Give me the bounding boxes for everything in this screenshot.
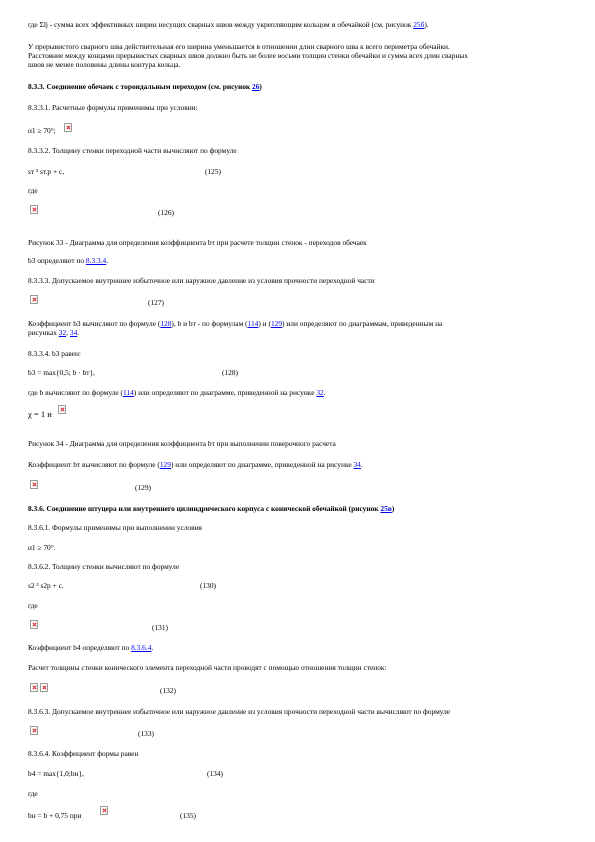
interrupted-weld-line-2: Расстояние между концами прерывистых сварных швов должно быть не более восьми толщин стенки обечайки и сумма всех длин сварных	[28, 51, 468, 60]
figure-32-link[interactable]: 32	[58, 328, 67, 337]
section-8-3-3-1: 8.3.3.1. Расчетные формулы применимы при условии:	[28, 103, 198, 112]
section-8-3-3-4-link[interactable]: 8.3.3.4	[85, 256, 107, 265]
section-8-3-6-heading: 8.3.6. Соединение штуцера или внутреннего цилиндрического корпуса с конической обечайкой (рисунок 25в)	[28, 504, 395, 513]
equation-number-132: (132)	[160, 686, 177, 695]
equation-number-127: (127)	[148, 298, 165, 307]
formula-125: sт ³ sт.р + c,	[28, 167, 65, 176]
figure-34-link[interactable]: 34	[353, 460, 361, 469]
conical-element-calculation-text: Расчет толщины стенки конического элемента переходной части проводят с помощью отношения толщин стенок:	[28, 663, 387, 672]
b3-definition: b3 определяют по 8.3.3.4.	[28, 256, 109, 265]
equation-number-128: (128)	[222, 368, 239, 377]
where-label: где	[28, 601, 38, 610]
interrupted-weld-line-3: швов не менее половины длины контура кольца.	[28, 60, 181, 69]
b4-definition: Коэффициент b4 определяют по 8.3.6.4.	[28, 643, 154, 652]
formula-129-image-icon	[30, 480, 38, 489]
equation-number-133: (133)	[138, 729, 155, 738]
figure-32-link[interactable]: 32	[316, 388, 324, 397]
equation-number-135: (135)	[180, 811, 197, 820]
formula-131-image-icon	[30, 620, 38, 629]
condition-alpha-70: α1 ≥ 70°;	[28, 126, 56, 135]
formula-129-link[interactable]: 129	[159, 460, 171, 469]
formula-128: b3 = max{0,5; b · bт},	[28, 368, 95, 377]
formula-114-link[interactable]: 114	[247, 319, 259, 328]
condition-alpha-70-b: α1 ≥ 70°.	[28, 543, 56, 552]
section-8-3-3-4: 8.3.3.4. b3 равен:	[28, 349, 81, 358]
figure-25b-link[interactable]: 25б	[413, 20, 425, 29]
section-8-3-6-4: 8.3.6.4. Коэффициент формы равен	[28, 749, 139, 758]
coefficient-b3-line-1: Коэффициент b3 вычисляют по формуле (128), b и bт - по формулам (114) и (129) или определяют по диаграммам, приведенным на	[28, 319, 443, 328]
section-8-3-6-2: 8.3.6.2. Толщину стенки вычисляют по формуле	[28, 562, 180, 571]
where-label: где	[28, 186, 38, 195]
formula-128-link[interactable]: 128	[160, 319, 172, 328]
formula-133-image-icon	[30, 726, 38, 735]
equation-number-134: (134)	[207, 769, 224, 778]
formula-126-image-icon	[30, 205, 38, 214]
formula-114-link[interactable]: 114	[122, 388, 134, 397]
formula-127-image-icon	[30, 295, 38, 304]
coefficient-bt-text: Коэффициент bт вычисляют по формуле (129) или определяют по диаграмме, приведенной на рисунке 34.	[28, 460, 363, 469]
section-8-3-3-3: 8.3.3.3. Допускаемое внутреннее избыточное или наружное давление из условия прочности переходной части	[28, 276, 375, 285]
section-8-3-6-1: 8.3.6.1. Формулы применимы при выполнении условия	[28, 523, 202, 532]
formula-image-placeholder-icon	[64, 123, 72, 132]
figure-34-caption: Рисунок 34 - Диаграмма для определения коэффициента bт при выполнении поверочного расчета	[28, 439, 336, 448]
formula-image-placeholder-icon	[100, 806, 108, 815]
equation-number-131: (131)	[152, 623, 169, 632]
formula-129-link[interactable]: 129	[270, 319, 283, 328]
equation-number-130: (130)	[200, 581, 217, 590]
sum-weld-width-text: где Σlj - сумма всех эффективных ширин несущих сварных швов между укрепляющим кольцом и обечайкой (см. рисунок 25б).	[28, 20, 429, 29]
figure-26-link[interactable]: 26	[252, 82, 260, 91]
equation-number-126: (126)	[158, 208, 175, 217]
equation-number-129: (129)	[135, 483, 152, 492]
formula-130: s2 ³ s2р + c.	[28, 581, 64, 590]
section-8-3-6-3: 8.3.6.3. Допускаемое внутреннее избыточное или наружное давление из условия прочности переходной части вычисляют по формуле	[28, 707, 451, 716]
section-8-3-3-2: 8.3.3.2. Толщину стенки переходной части вычисляют по формуле	[28, 146, 237, 155]
equation-number-125: (125)	[205, 167, 222, 176]
figure-33-caption: Рисунок 33 - Диаграмма для определения коэффициента bт при расчете толщин стенок - переходов обечаек	[28, 238, 367, 247]
section-8-3-3-heading: 8.3.3. Соединение обечаек с тороидальным переходом (см. рисунок 26)	[28, 82, 262, 91]
b-definition: где b вычисляют по формуле (114) или определяют по диаграмме, приведенной на рисунке 32.	[28, 388, 326, 397]
figure-34-link[interactable]: 34	[69, 328, 78, 337]
section-8-3-6-4-link[interactable]: 8.3.6.4	[131, 643, 152, 652]
figure-25v-link[interactable]: 25в	[380, 504, 392, 513]
formula-135: bн = b + 0,75 при	[28, 811, 82, 820]
formula-134: b4 = max{1,0;bн},	[28, 769, 84, 778]
formula-132-image-icon	[40, 683, 48, 692]
formula-132-image-icon	[30, 683, 38, 692]
coefficient-b3-line-2: рисунках 32, 34.	[28, 328, 80, 337]
interrupted-weld-line-1: У прерывистого сварного шва действительная его ширина уменьшается в отношении длин сварного шва к всего периметра обечайки.	[28, 42, 450, 51]
chi-condition: χ = 1 и	[28, 409, 52, 419]
formula-image-placeholder-icon	[58, 405, 66, 414]
where-label: где	[28, 789, 38, 798]
